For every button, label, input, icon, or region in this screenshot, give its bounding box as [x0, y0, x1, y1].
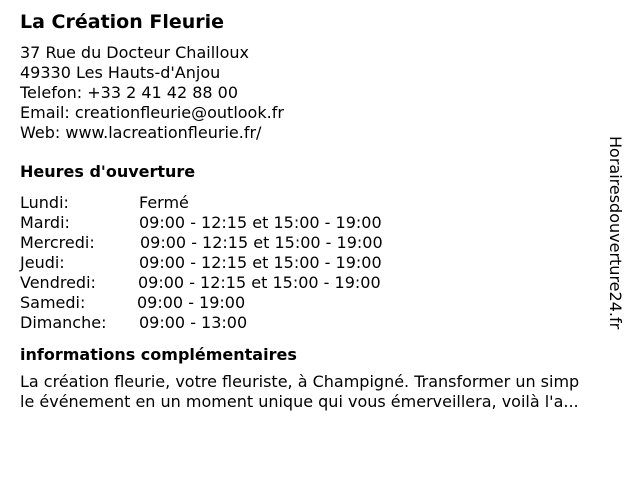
email-address: Email: creationfleurie@outlook.fr	[20, 103, 284, 122]
hours-day-label: Lundi:	[20, 193, 69, 212]
hours-time-value: 09:00 - 12:15 et 15:00 - 19:00	[139, 213, 382, 232]
hours-day-label: Jeudi:	[20, 253, 65, 272]
description-text	[20, 372, 630, 412]
hours-day-label: Dimanche:	[20, 313, 107, 332]
website-address: Web: www.lacreationfleurie.fr/	[20, 123, 262, 142]
hours-row-jeudi	[20, 253, 630, 273]
business-card	[20, 10, 630, 412]
hours-day-label: Mercredi:	[20, 233, 95, 252]
site-watermark: Horairesdouverture24.fr	[606, 136, 625, 330]
hours-row-vendredi	[20, 273, 630, 293]
hours-row-mardi	[20, 213, 630, 233]
phone-number: Telefon: +33 2 41 42 88 00	[20, 83, 239, 102]
hours-day-label: Mardi:	[20, 213, 70, 232]
contact-block	[20, 43, 630, 143]
opening-hours-heading: Heures d'ouverture	[20, 162, 196, 181]
address-city: 49330 Les Hauts-d'Anjou	[20, 63, 221, 82]
hours-day-label: Vendredi:	[20, 273, 96, 292]
hours-row-mercredi	[20, 233, 630, 253]
additional-info-heading: informations complémentaires	[20, 345, 297, 364]
hours-time-value: Fermé	[139, 193, 189, 212]
opening-hours-table	[20, 193, 630, 333]
description-line: La création fleurie, votre fleuriste, à Champigné. Transformer un simp	[20, 372, 580, 391]
hours-time-value: 09:00 - 12:15 et 15:00 - 19:00	[139, 253, 382, 272]
hours-day-label: Samedi:	[20, 293, 86, 312]
hours-time-value: 09:00 - 12:15 et 15:00 - 19:00	[140, 233, 383, 252]
hours-time-value: 09:00 - 19:00	[137, 293, 246, 312]
description-line: le événement en un moment unique qui vous émerveillera, voilà l'a...	[20, 392, 579, 411]
hours-row-dimanche	[20, 313, 630, 333]
hours-row-samedi	[20, 293, 630, 313]
hours-row-lundi	[20, 193, 630, 213]
business-name: La Création Fleurie	[20, 11, 225, 33]
hours-time-value: 09:00 - 13:00	[139, 313, 248, 332]
hours-time-value: 09:00 - 12:15 et 15:00 - 19:00	[138, 273, 381, 292]
address-street: 37 Rue du Docteur Chailloux	[20, 43, 249, 62]
